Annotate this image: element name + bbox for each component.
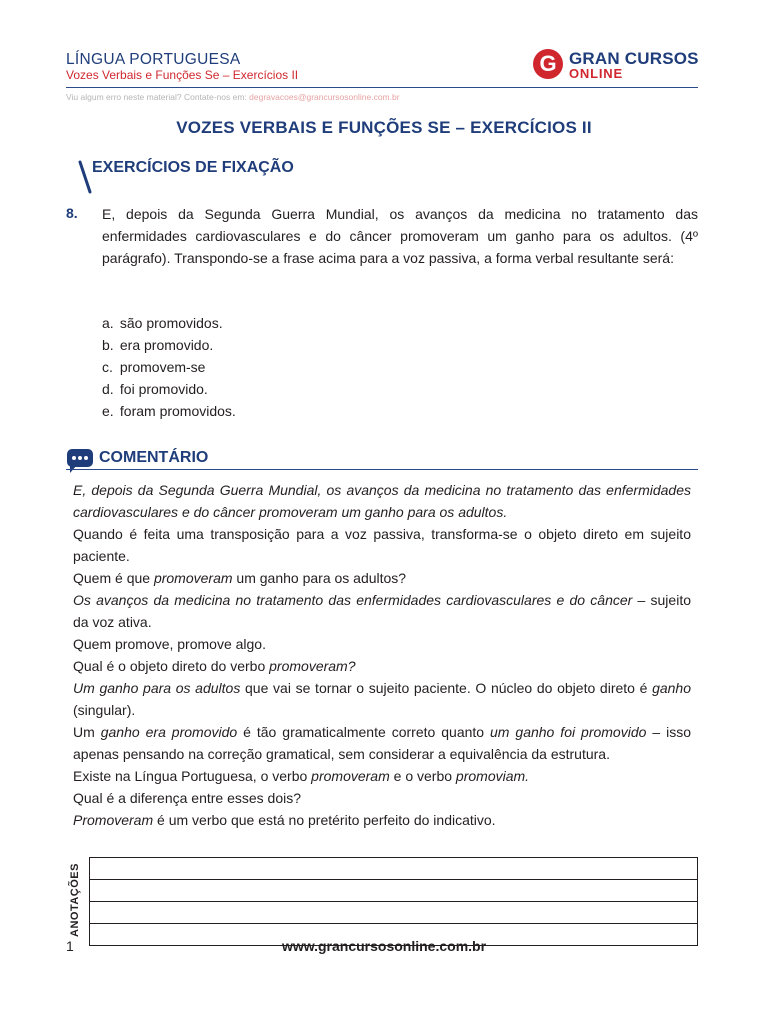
notes-label-text: ANOTAÇÕES bbox=[69, 863, 81, 937]
text-run: é um verbo que está no pretérito perfeito do indicativo. bbox=[153, 812, 496, 828]
option-a bbox=[102, 312, 236, 334]
error-notice bbox=[66, 92, 400, 102]
question-text: E, depois da Segunda Guerra Mundial, os avanços da medicina no tratamento das enfermidades cardiovasculares e do câncer promoveram um ganho para os adultos. (4º parágrafo). Transpondo-se a frase acima para a voz passiva, a forma verbal resultante será: bbox=[102, 206, 698, 266]
option-letter: e. bbox=[102, 403, 114, 419]
option-text: promovem-se bbox=[119, 359, 206, 375]
page-title: VOZES VERBAIS E FUNÇÕES SE – EXERCÍCIOS II bbox=[176, 118, 592, 137]
error-notice-text: Viu algum erro neste material? Contate-nos em: bbox=[66, 92, 247, 102]
text-run: Existe na Língua Portuguesa, o verbo bbox=[73, 768, 312, 784]
text-run: que vai se tornar o sujeito paciente. O núcleo do objeto direto é bbox=[240, 680, 653, 696]
footer-url[interactable]: www.grancursosonline.com.br bbox=[281, 938, 487, 954]
text-run: Um bbox=[73, 724, 101, 740]
text-run: Quem é que bbox=[73, 570, 154, 586]
italic-run: promoveram bbox=[153, 570, 233, 586]
notes-box[interactable] bbox=[89, 857, 698, 946]
commentary-paragraph bbox=[73, 567, 691, 589]
commentary-paragraph bbox=[73, 479, 691, 523]
section-heading: EXERCÍCIOS DE FIXAÇÃO bbox=[92, 159, 294, 176]
commentary-paragraph bbox=[73, 655, 691, 677]
page-number: 1 bbox=[66, 938, 74, 954]
text-run: e o verbo bbox=[389, 768, 456, 784]
slash-icon bbox=[78, 160, 92, 194]
italic-run: um ganho foi promovido bbox=[490, 724, 647, 740]
option-e bbox=[102, 400, 236, 422]
option-text: era promovido. bbox=[119, 337, 214, 353]
header-divider bbox=[66, 87, 698, 88]
commentary-paragraph: Qual é a diferença entre esses dois? bbox=[73, 790, 302, 806]
option-d bbox=[102, 378, 236, 400]
logo-g-icon: G bbox=[533, 49, 563, 79]
option-letter: b. bbox=[102, 337, 114, 353]
option-letter: a. bbox=[102, 315, 114, 331]
commentary-divider bbox=[66, 469, 698, 470]
notes-line[interactable] bbox=[90, 880, 697, 902]
italic-run: Promoveram bbox=[73, 812, 154, 828]
answer-options bbox=[102, 312, 236, 422]
option-b bbox=[102, 334, 236, 356]
text-run: (singular). bbox=[73, 702, 136, 718]
option-c bbox=[102, 356, 236, 378]
option-text: foram promovidos. bbox=[119, 403, 236, 419]
error-notice-email[interactable]: degravacoes@grancursosonline.com.br bbox=[249, 92, 400, 102]
commentary-paragraph bbox=[73, 677, 691, 721]
text-run: – sujeito da voz ativa. bbox=[73, 592, 691, 630]
italic-run: ganho era promovido bbox=[100, 724, 238, 740]
quoted-sentence: E, depois da Segunda Guerra Mundial, os avanços da medicina no tratamento das enfermidades cardiovasculares e do câncer promoveram um ganho para os adultos. bbox=[73, 482, 691, 520]
text-run: um ganho para os adultos? bbox=[232, 570, 407, 586]
question-number: 8. bbox=[66, 205, 78, 221]
text-run: – isso apenas pensando na correção gramatical, sem considerar a equivalência da estrutura. bbox=[73, 724, 691, 762]
commentary-paragraph bbox=[73, 721, 691, 765]
commentary-paragraph: Quando é feita uma transposição para a voz passiva, transforma-se o objeto direto em sujeito paciente. bbox=[73, 526, 691, 564]
italic-run: promoviam. bbox=[455, 768, 530, 784]
gran-cursos-logo[interactable] bbox=[533, 48, 703, 84]
italic-run: ganho bbox=[652, 680, 692, 696]
logo-line2: ONLINE bbox=[569, 66, 623, 81]
italic-run: promoveram? bbox=[269, 658, 356, 674]
text-run: Qual é o objeto direto do verbo bbox=[73, 658, 270, 674]
option-text: foi promovido. bbox=[119, 381, 208, 397]
logo-line1: GRAN CURSOS bbox=[569, 49, 699, 68]
commentary-heading: COMENTÁRIO bbox=[99, 449, 209, 466]
commentary-body bbox=[73, 479, 691, 831]
option-letter: c. bbox=[102, 359, 113, 375]
notes-label bbox=[61, 860, 89, 940]
text-run: é tão gramaticalmente correto quanto bbox=[237, 724, 491, 740]
speech-bubble-icon bbox=[66, 448, 94, 474]
option-letter: d. bbox=[102, 381, 114, 397]
italic-run: Um ganho para os adultos bbox=[73, 680, 241, 696]
notes-line[interactable] bbox=[90, 858, 697, 880]
italic-run: Os avanços da medicina no tratamento das enfermidades cardiovasculares e do câncer bbox=[73, 592, 633, 608]
subject-title: LÍNGUA PORTUGUESA bbox=[66, 51, 241, 68]
commentary-paragraph bbox=[73, 765, 691, 787]
commentary-paragraph bbox=[73, 809, 691, 831]
document-subtitle: Vozes Verbais e Funções Se – Exercícios II bbox=[66, 68, 299, 82]
commentary-paragraph bbox=[73, 589, 691, 633]
option-text: são promovidos. bbox=[119, 315, 223, 331]
notes-line[interactable] bbox=[90, 902, 697, 924]
italic-run: promoveram bbox=[311, 768, 390, 784]
commentary-paragraph: Quem promove, promove algo. bbox=[73, 636, 266, 652]
